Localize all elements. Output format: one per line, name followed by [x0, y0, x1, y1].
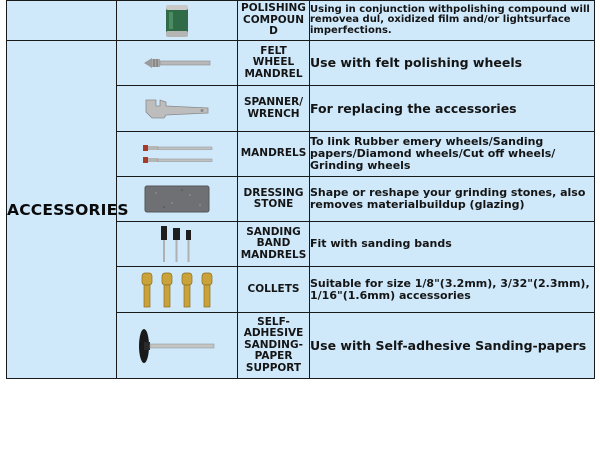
item-image-cell [117, 41, 238, 86]
item-name-cell [238, 86, 310, 132]
sanding-band-mandrels-icon [157, 224, 197, 264]
item-description: Use with Self-adhesive Sanding-papers [310, 313, 595, 379]
item-image-cell [117, 132, 238, 177]
item-name-cell [238, 222, 310, 267]
item-description: Shape or reshape your grinding stones, also removes materialbuildup (glazing) [310, 177, 595, 222]
item-description: Fit with sanding bands [310, 222, 595, 267]
felt-wheel-mandrel-icon [142, 55, 212, 71]
category-cell: ACCESSORIES [7, 41, 117, 379]
item-image-cell [117, 313, 238, 379]
item-name-cell [238, 132, 310, 177]
dressing-stone-icon [142, 183, 212, 215]
item-name-cell [238, 313, 310, 379]
item-description: Using in conjunction withpolishing compound will removea dul, oxidized film and/or lightsurface imperfections. [310, 1, 595, 41]
sanding-paper-support-icon [136, 326, 218, 366]
category-cell-empty [7, 1, 117, 41]
item-name: MANDRELS [240, 147, 307, 160]
item-image-cell [117, 86, 238, 132]
item-name-cell [238, 1, 310, 41]
item-name: POLISHING COMPOUND [241, 2, 306, 38]
item-name: FELT WHEEL MANDREL [244, 44, 303, 80]
item-name: SELF-ADHESIVE SANDING-PAPER SUPPORT [243, 315, 304, 374]
item-name-cell [238, 267, 310, 313]
polishing-compound-jar-icon [157, 3, 197, 39]
item-image-cell [117, 177, 238, 222]
item-name: DRESSING STONE [243, 186, 304, 210]
spanner-wrench-icon [142, 96, 212, 122]
item-image-cell [117, 267, 238, 313]
item-name: COLLETS [247, 282, 300, 295]
table-row [7, 1, 595, 41]
item-image-cell [117, 222, 238, 267]
item-name: SPANNER/ WRENCH [243, 96, 304, 120]
accessories-table-container [6, 0, 594, 378]
item-description: For replacing the accessories [310, 86, 595, 132]
item-name-cell [238, 41, 310, 86]
item-description: Use with felt polishing wheels [310, 41, 595, 86]
accessories-table [6, 0, 595, 379]
item-name: SANDING BAND MANDRELS [240, 225, 307, 261]
table-row [7, 41, 595, 86]
item-description: Suitable for size 1/8"(3.2mm), 3/32"(2.3mm), 1/16"(1.6mm) accessories [310, 267, 595, 313]
brass-collets-icon [137, 270, 217, 310]
item-description: To link Rubber emery wheels/Sanding papers/Diamond wheels/Cut off wheels/ Grinding wheels [310, 132, 595, 177]
mandrels-icon [139, 142, 215, 166]
item-name-cell [238, 177, 310, 222]
item-image-cell [117, 1, 238, 41]
